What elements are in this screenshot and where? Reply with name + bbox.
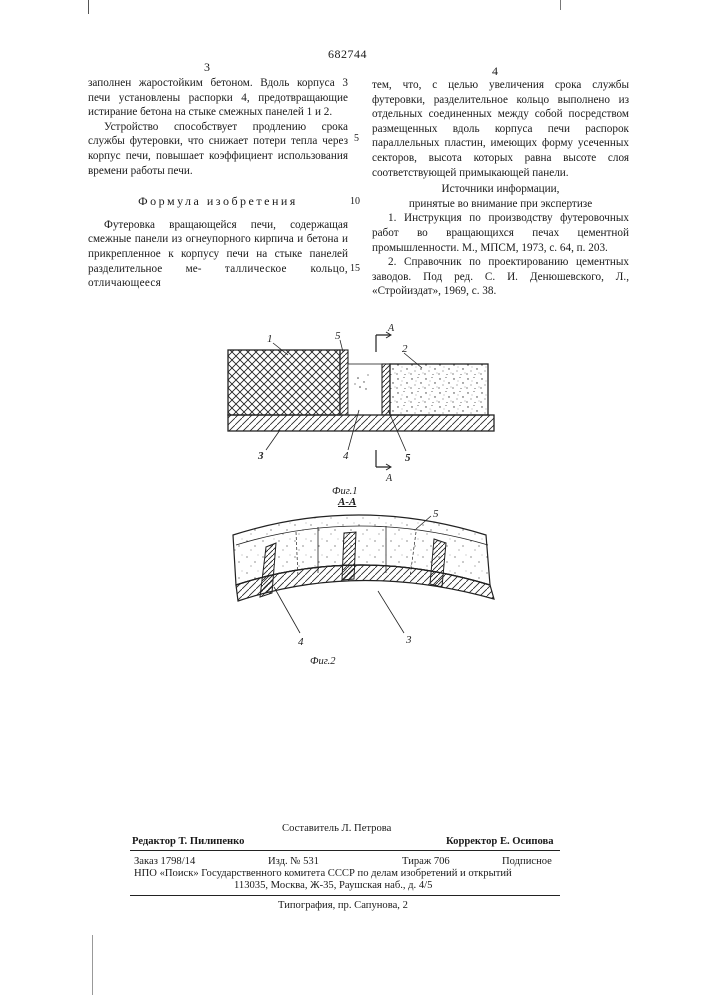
footer-compiler: Составитель Л. Петрова <box>282 823 392 834</box>
scan-edge-mark <box>560 0 561 10</box>
left-page-number: 3 <box>204 60 210 74</box>
fig2-label-5: 5 <box>433 508 439 520</box>
fig1-label-1: 1 <box>267 333 273 345</box>
patent-number: 682744 <box>328 47 367 61</box>
fig2-label-4: 4 <box>298 636 304 648</box>
figure-2-section-title: А-А <box>338 496 357 508</box>
fig1-section-A-top: A <box>388 323 395 334</box>
claims-text-main: Футеровка вращающейся печи, содержащая смежные панели из огнеупорного кирпича и бетона и прикрепленное к корпусу печи на стыке панелей разделительное ме- <box>88 218 348 275</box>
claims-heading: Формула изобретения <box>138 194 298 209</box>
line-number-15: 15 <box>350 263 360 274</box>
fig1-label-2: 2 <box>402 343 408 355</box>
fig1-label-3: 3 <box>258 450 264 462</box>
figure-1-caption: Фиг.1 <box>332 486 358 497</box>
left-para-2: Устройство способствует продлению срока службы футеровки, что снижает потери тепла через корпус печи, повышает коэффициент использования времени работы печи. <box>88 120 348 177</box>
footer-printer: Типография, пр. Сапунова, 2 <box>278 900 408 911</box>
footer-izd: Изд. № 531 <box>268 856 319 867</box>
figure-1-drawing <box>200 320 510 495</box>
left-para-1: заполнен жаростойким бетоном. Вдоль корпуса 3 печи установлены распорки 4, предотвращающие истирание бетона на стыке смежных панелей 1 и 2. <box>88 77 348 119</box>
fig1-section-A-bottom: A <box>386 473 393 484</box>
claims-text <box>88 218 348 291</box>
sources-heading-2: принятые во внимание при экспертизе <box>408 197 593 210</box>
sources-heading-1: Источники информации, <box>441 183 560 196</box>
fig1-label-5-bottom: 5 <box>405 452 411 464</box>
right-column <box>372 78 629 299</box>
fig1-label-4: 4 <box>343 450 349 462</box>
footer-tirazh: Тираж 706 <box>402 856 450 867</box>
right-page-number: 4 <box>492 64 498 78</box>
figure-2-caption: Фиг.2 <box>310 656 336 667</box>
footer-org: НПО «Поиск» Государственного комитета СССР по делам изобретений и открытий <box>134 868 512 879</box>
reference-2: 2. Справочник по проектированию цементных заводов. Под ред. С. И. Денюшевского, Л., «Стройиздат», 1969, с. 38. <box>372 256 629 298</box>
line-number-5: 5 <box>354 133 359 144</box>
line-number-10: 10 <box>350 196 360 207</box>
figure-2-drawing <box>228 505 498 660</box>
scan-edge-mark <box>88 0 89 14</box>
fig2-label-3: 3 <box>406 634 412 646</box>
claims-text-emph: таллическое кольцо, отличающееся <box>88 262 349 290</box>
footer-rule-top <box>130 850 560 851</box>
footer-address: 113035, Москва, Ж-35, Раушская наб., д. 4/5 <box>234 880 433 891</box>
right-para-1: тем, что, с целью увеличения срока службы футеровки, разделительное кольцо выполнено из отдельных соединенных между собой посредством размещенных вдоль корпуса печи распорок параллельных пластин, имеющих форму усеченных секторов, высота которых равна высоте слоя соответствующей примыкающей панели. <box>372 79 629 179</box>
footer-order: Заказ 1798/14 <box>134 856 196 867</box>
fig1-label-5-top: 5 <box>335 330 341 342</box>
left-column <box>88 76 348 291</box>
footer-corrector: Корректор Е. Осипова <box>446 836 554 847</box>
scan-edge-mark <box>92 935 93 995</box>
reference-1: 1. Инструкция по производству футеровочных работ во вращающихся печах цементной промышленности. М., МПСМ, 1973, с. 64, п. 203. <box>372 212 629 254</box>
footer-rule-bottom <box>130 895 560 896</box>
footer-editor: Редактор Т. Пилипенко <box>132 836 245 847</box>
footer-podpisnoe: Подписное <box>502 856 552 867</box>
